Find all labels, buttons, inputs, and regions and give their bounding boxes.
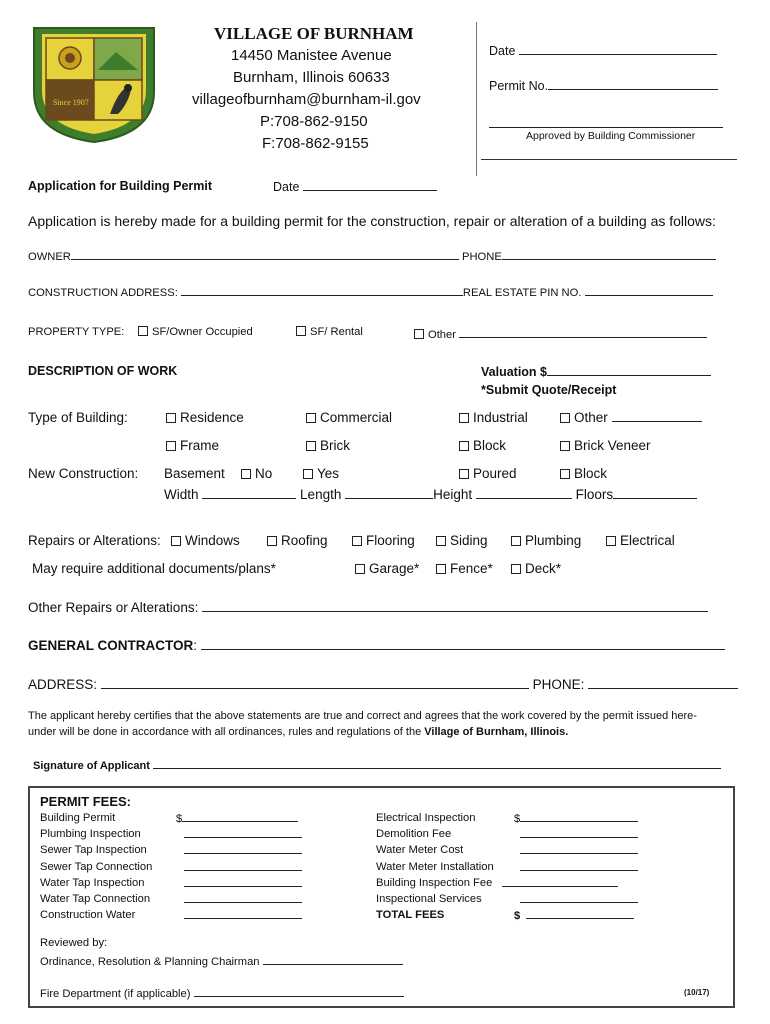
property-other-checkbox[interactable]: Other [414,326,707,341]
header-date-label: Date [489,43,717,58]
dimensions-row [164,487,697,502]
header-date-field[interactable] [519,43,717,55]
fee-row-left [40,828,141,840]
total-fees-field[interactable] [514,909,634,922]
fee-label: Water Meter Installation [376,860,494,873]
real-estate-pin-label: REAL ESTATE PIN NO. [462,287,582,299]
building-commercial-checkbox[interactable]: Commercial [306,410,392,425]
contractor-phone-label: PHONE: [532,677,585,692]
basement-poured-checkbox[interactable]: Poured [459,466,517,481]
new-construction-label: New Construction: [28,466,139,481]
signature-field[interactable] [153,757,721,769]
fee-label: Inspectional Services [376,893,482,905]
checkbox-icon[interactable] [296,326,306,336]
checkbox-icon[interactable] [436,564,446,574]
fee-row-right [376,861,494,873]
fee-row-left [40,893,150,905]
application-date: Date [273,179,437,194]
approved-signature-line[interactable] [489,116,723,128]
floors-field[interactable] [613,487,697,499]
checkbox-icon[interactable] [166,413,176,423]
checkbox-icon[interactable] [459,469,469,479]
fee-line[interactable] [184,877,302,887]
width-label: Width [164,487,199,502]
fee-amount-field[interactable] [520,893,638,906]
checkbox-icon[interactable] [560,441,570,451]
application-title: Application for Building Permit [28,179,213,193]
repair-siding-checkbox[interactable]: Siding [436,533,488,548]
checkbox-icon[interactable] [511,536,521,546]
checkbox-icon[interactable] [606,536,616,546]
fee-label: Demolition Fee [376,828,452,841]
intro-text: Application is hereby made for a building permit for the construction, repair or alteration of a building as follows: [28,213,716,229]
phone-field[interactable] [502,248,716,260]
height-label: Height [433,487,473,502]
basement-label: Basement [164,466,225,481]
checkbox-icon[interactable] [436,536,446,546]
phone-label: PHONE [462,251,502,263]
checkbox-icon[interactable] [138,326,148,336]
fee-line[interactable] [184,893,302,903]
type-of-building-label: Type of Building: [28,410,128,425]
fee-row-left [40,909,135,921]
svg-text:Since 1907: Since 1907 [53,98,89,107]
fee-row-right [376,877,492,889]
fee-amount-field[interactable] [502,877,618,890]
repair-windows-checkbox[interactable]: Windows [171,533,240,548]
fee-line[interactable] [184,861,302,871]
checkbox-icon[interactable] [306,413,316,423]
basement-no-checkbox[interactable]: No [241,466,272,481]
checkbox-icon[interactable] [267,536,277,546]
fee-label: Building Inspection Fee [376,876,493,889]
fee-amount-field[interactable] [520,861,638,874]
length-field[interactable] [345,487,433,499]
fee-row-left [40,877,144,889]
ordinance-field[interactable] [263,953,403,965]
other-repairs-label: Other Repairs or Alterations: [28,600,708,615]
fee-label: Water Tap Connection [40,893,151,905]
fee-row-left [40,812,115,824]
permit-fees-title: PERMIT FEES: [40,794,132,809]
width-field[interactable] [202,487,296,499]
fee-amount-field[interactable] [184,828,302,841]
fee-amount-field[interactable] [514,812,638,825]
repair-fence-checkbox[interactable]: Fence* [436,561,493,576]
building-industrial-checkbox[interactable]: Industrial [459,410,528,425]
village-phone: P:708-862-9150 [260,113,368,130]
checkbox-icon[interactable] [166,441,176,451]
fee-row-right [376,844,463,856]
reviewed-by-label: Reviewed by: [40,937,108,949]
fee-amount-field[interactable] [176,812,298,825]
fee-line[interactable] [520,893,638,903]
building-brick-veneer-checkbox[interactable]: Brick Veneer [560,438,651,453]
certify-text-line2: under will be done in accordance with all ordinances, rules and regulations of the Village of Burnham, Illinois. [28,726,569,738]
village-title: VILLAGE OF BURNHAM [214,24,414,43]
village-address-line2: Burnham, Illinois 60633 [233,69,390,86]
form-code: (10/17) [684,988,710,997]
application-date-field[interactable] [303,179,437,191]
fee-label: Water Tap Inspection [40,876,145,889]
checkbox-icon[interactable] [241,469,251,479]
construction-address-label: CONSTRUCTION ADDRESS: REAL ESTATE PIN NO. [28,284,713,299]
checkbox-icon[interactable] [459,413,469,423]
contractor-phone-field[interactable] [588,677,738,689]
fee-label: Electrical Inspection [376,812,476,824]
fire-department-field[interactable] [194,985,404,997]
village-seal-logo [26,22,162,144]
may-require-note: May require additional documents/plans* [32,561,276,576]
height-field[interactable] [476,487,572,499]
contractor-address-field[interactable] [101,677,529,689]
submit-quote-note: *Submit Quote/Receipt [481,383,617,397]
fee-line[interactable] [184,828,302,838]
dollar-sign: $ [514,813,521,825]
fee-line[interactable] [182,812,298,822]
basement-yes-checkbox[interactable]: Yes [303,466,339,481]
permit-no-label: Permit No. [489,78,718,93]
fee-amount-field[interactable] [184,877,302,890]
general-contractor-label: GENERAL CONTRACTOR: [28,638,725,653]
dollar-sign: $ [176,813,183,825]
repair-roofing-checkbox[interactable]: Roofing [267,533,328,548]
repair-garage-checkbox[interactable]: Garage* [355,561,419,576]
valuation-field[interactable] [547,364,711,376]
owner-field[interactable] [71,248,459,260]
checkbox-icon[interactable] [306,441,316,451]
fee-label: Water Meter Cost [376,844,464,857]
other-repairs-field[interactable] [202,600,708,612]
checkbox-icon[interactable] [171,536,181,546]
fee-line[interactable] [520,828,638,838]
property-type-label: PROPERTY TYPE: [28,326,125,338]
real-estate-pin-field[interactable] [585,284,713,296]
dollar-sign: $ [514,910,521,923]
permit-no-field[interactable] [548,78,718,90]
fee-label: Sewer Tap Connection [40,860,153,873]
checkbox-icon[interactable] [352,536,362,546]
fire-department-label: Fire Department (if applicable) [40,985,404,1000]
fee-label: Building Permit [40,812,116,824]
header-divider [476,22,477,176]
basement-block-checkbox[interactable]: Block [560,466,607,481]
fee-row-right [376,828,451,840]
fee-amount-field[interactable] [184,893,302,906]
fee-amount-field[interactable] [520,844,638,857]
building-frame-checkbox[interactable]: Frame [166,438,219,453]
checkbox-icon[interactable] [459,441,469,451]
checkbox-icon[interactable] [560,469,570,479]
village-email: villageofburnham@burnham-il.gov [192,91,421,108]
repair-electrical-checkbox[interactable]: Electrical [606,533,675,548]
approved-by-label: Approved by Building Commissioner [526,130,696,142]
fee-label: TOTAL FEES [376,909,445,922]
fee-label: Sewer Tap Inspection [40,844,147,857]
building-other-checkbox[interactable]: Other [560,410,702,425]
description-of-work-heading: DESCRIPTION OF WORK [28,364,178,378]
fee-row-left [40,844,147,856]
fee-row-right [376,893,482,905]
repair-deck-checkbox[interactable]: Deck* [511,561,561,576]
checkbox-icon[interactable] [303,469,313,479]
ordinance-label: Ordinance, Resolution & Planning Chairman [40,953,403,968]
owner-label: OWNER PHONE [28,248,716,263]
repairs-label: Repairs or Alterations: [28,533,161,548]
fee-line[interactable] [520,844,638,854]
construction-address-field[interactable] [181,284,463,296]
village-fax: F:708-862-9155 [262,135,369,152]
signature-label: Signature of Applicant [33,757,721,772]
fee-amount-field[interactable] [184,844,302,857]
fee-amount-field[interactable] [184,861,302,874]
checkbox-icon[interactable] [355,564,365,574]
property-sf-owner-checkbox[interactable]: SF/Owner Occupied [138,326,253,338]
floors-label: Floors [575,487,614,502]
contractor-address-label: ADDRESS: PHONE: [28,677,738,692]
fee-row-left [40,861,152,873]
village-address-line1: 14450 Manistee Avenue [231,47,392,64]
fee-line[interactable] [502,877,618,887]
building-residence-checkbox[interactable]: Residence [166,410,244,425]
building-block-checkbox[interactable]: Block [459,438,506,453]
checkbox-icon[interactable] [560,413,570,423]
fee-line[interactable] [184,909,302,919]
fee-row-right [376,812,476,824]
checkbox-icon[interactable] [511,564,521,574]
fee-amount-field[interactable] [520,828,638,841]
general-contractor-field[interactable] [201,638,725,650]
building-other-field[interactable] [612,410,702,422]
certify-text-line1: The applicant hereby certifies that the above statements are true and correct and agrees that the work covered by the permit issued here- [28,710,697,722]
fee-line[interactable] [520,812,638,822]
fee-line[interactable] [184,844,302,854]
fee-line[interactable] [520,861,638,871]
length-label: Length [300,487,342,502]
repair-plumbing-checkbox[interactable]: Plumbing [511,533,581,548]
total-fees-label [376,909,444,921]
building-brick-checkbox[interactable]: Brick [306,438,350,453]
header-bottom-line [481,159,737,160]
checkbox-icon[interactable] [414,329,424,339]
repair-flooring-checkbox[interactable]: Flooring [352,533,415,548]
fee-amount-field[interactable] [184,909,302,922]
valuation-label: Valuation $ [481,364,711,379]
property-other-field[interactable] [459,326,707,338]
fee-label: Construction Water [40,909,136,922]
fee-label: Plumbing Inspection [40,828,141,841]
property-sf-rental-checkbox[interactable]: SF/ Rental [296,326,363,338]
fee-line[interactable] [526,909,634,919]
